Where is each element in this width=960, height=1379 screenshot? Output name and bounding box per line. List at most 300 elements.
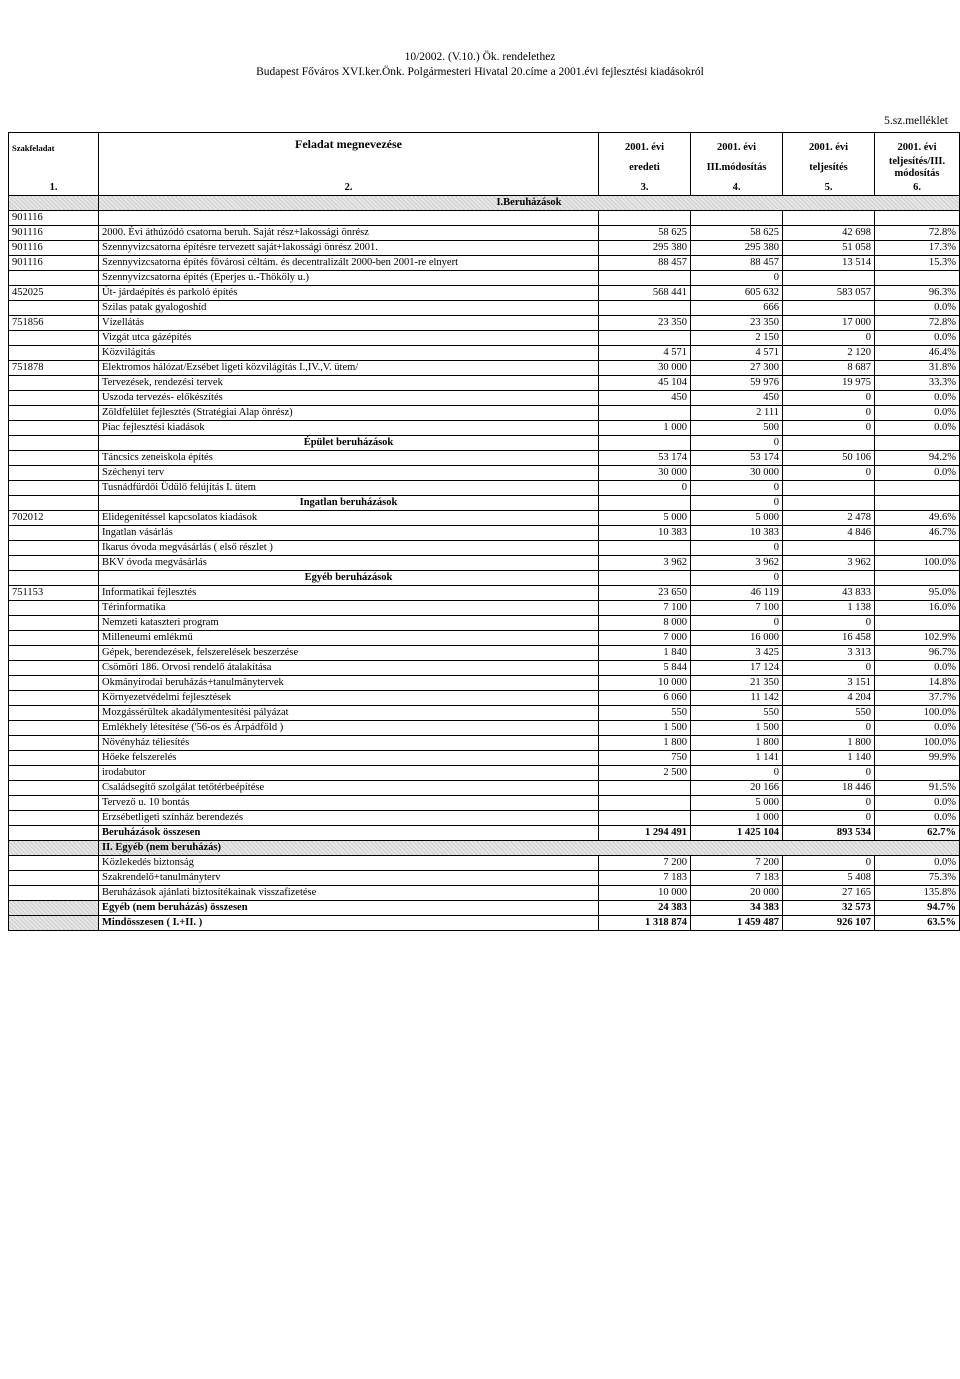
header-feladat: Feladat megnevezése (99, 133, 599, 156)
row-name: Táncsics zeneiskola építés (99, 451, 599, 466)
header-telj-mod (875, 155, 960, 181)
header-num-5: 5. (783, 181, 875, 196)
value-percent (875, 211, 960, 226)
table-row (9, 466, 960, 481)
value-modositas: 10 383 (691, 526, 783, 541)
value-teljesites: 1 800 (783, 736, 875, 751)
header-row-columns (9, 155, 960, 181)
row-name: Elidegenítéssel kapcsolatos kiadások (99, 511, 599, 526)
value-eredeti: 45 104 (599, 376, 691, 391)
value-eredeti: 4 571 (599, 346, 691, 361)
row-code: 901116 (9, 241, 99, 256)
row-code (9, 736, 99, 751)
value-eredeti (599, 781, 691, 796)
table-row (9, 886, 960, 901)
header-szakfeladat: Szakfeladat (9, 133, 99, 156)
value-teljesites: 583 057 (783, 286, 875, 301)
table-row (9, 856, 960, 871)
value-teljesites: 0 (783, 616, 875, 631)
row-code (9, 706, 99, 721)
value-modositas: 7 100 (691, 601, 783, 616)
value-percent: 100.0% (875, 736, 960, 751)
value-eredeti: 23 650 (599, 586, 691, 601)
value-teljesites: 0 (783, 721, 875, 736)
row-name: Növényház téliesítés (99, 736, 599, 751)
document-title-line1: 10/2002. (V.10.) Ök. rendelethez (404, 51, 556, 63)
row-name: 2000. Évi áthúzódó csatorna beruh. Saját rész+lakossági önrész (99, 226, 599, 241)
row-name: Hőeke felszerelés (99, 751, 599, 766)
table-row (9, 226, 960, 241)
value-percent: 0.0% (875, 811, 960, 826)
value-teljesites (783, 436, 875, 451)
row-code: 901116 (9, 211, 99, 226)
value-modositas: 3 962 (691, 556, 783, 571)
document-title-line2: Budapest Főváros XVI.ker.Önk. Polgármesteri Hivatal 20.címe a 2001.évi fejlesztési kiadásokról (256, 66, 704, 78)
row-code (9, 601, 99, 616)
value-teljesites: 18 446 (783, 781, 875, 796)
table-row (9, 766, 960, 781)
row-code (9, 196, 99, 211)
value-modositas: 1 000 (691, 811, 783, 826)
value-percent: 17.3% (875, 241, 960, 256)
table-row (9, 541, 960, 556)
row-code (9, 841, 99, 856)
value-eredeti: 58 625 (599, 226, 691, 241)
row-code: 452025 (9, 286, 99, 301)
row-name: Egyéb (nem beruházás) összesen (99, 901, 599, 916)
row-code (9, 466, 99, 481)
value-percent (875, 436, 960, 451)
row-code: 901116 (9, 226, 99, 241)
value-percent: 46.4% (875, 346, 960, 361)
value-percent: 95.0% (875, 586, 960, 601)
row-name: Vízellátás (99, 316, 599, 331)
value-eredeti: 1 840 (599, 646, 691, 661)
value-teljesites: 0 (783, 796, 875, 811)
header-eredeti: eredeti (599, 155, 691, 181)
value-modositas: 58 625 (691, 226, 783, 241)
value-modositas: 34 383 (691, 901, 783, 916)
value-teljesites: 27 165 (783, 886, 875, 901)
value-teljesites: 0 (783, 331, 875, 346)
row-name: Térinformatika (99, 601, 599, 616)
row-code (9, 646, 99, 661)
value-teljesites: 550 (783, 706, 875, 721)
value-teljesites: 4 846 (783, 526, 875, 541)
value-teljesites (783, 571, 875, 586)
value-eredeti (599, 271, 691, 286)
row-code (9, 571, 99, 586)
total-row (9, 826, 960, 841)
row-name: Környezetvédelmi fejlesztések (99, 691, 599, 706)
value-percent: 94.2% (875, 451, 960, 466)
row-name: Ikarus óvoda megvásárlás ( első részlet ) (99, 541, 599, 556)
value-percent: 62.7% (875, 826, 960, 841)
value-eredeti: 1 294 491 (599, 826, 691, 841)
value-modositas: 1 425 104 (691, 826, 783, 841)
section-header-row (9, 841, 960, 856)
value-modositas: 17 124 (691, 661, 783, 676)
row-name: Út- járdaépítés és parkoló építés (99, 286, 599, 301)
value-modositas: 550 (691, 706, 783, 721)
value-eredeti (599, 811, 691, 826)
value-modositas: 0 (691, 481, 783, 496)
value-teljesites: 0 (783, 406, 875, 421)
row-code (9, 526, 99, 541)
row-code (9, 856, 99, 871)
value-modositas: 0 (691, 541, 783, 556)
value-modositas: 0 (691, 436, 783, 451)
table-row (9, 631, 960, 646)
annex-label: 5.sz.melléklet (884, 115, 948, 127)
row-name: Közlekedés biztonság (99, 856, 599, 871)
table-row (9, 211, 960, 226)
row-code (9, 481, 99, 496)
value-percent (875, 496, 960, 511)
header-year-3: 2001. évi (783, 133, 875, 156)
value-percent: 49.6% (875, 511, 960, 526)
value-eredeti: 6 060 (599, 691, 691, 706)
row-name: Informatikai fejlesztés (99, 586, 599, 601)
table-row (9, 871, 960, 886)
header-year-2: 2001. évi (691, 133, 783, 156)
header-num-4: 4. (691, 181, 783, 196)
table-row (9, 331, 960, 346)
row-code: 751153 (9, 586, 99, 601)
value-modositas: 500 (691, 421, 783, 436)
table-row (9, 811, 960, 826)
value-percent (875, 571, 960, 586)
table-row (9, 751, 960, 766)
value-eredeti: 10 383 (599, 526, 691, 541)
table-row (9, 241, 960, 256)
table-row (9, 661, 960, 676)
value-percent: 96.7% (875, 646, 960, 661)
table-row (9, 676, 960, 691)
row-code (9, 496, 99, 511)
value-modositas: 16 000 (691, 631, 783, 646)
section-header-row (9, 196, 960, 211)
value-modositas: 53 174 (691, 451, 783, 466)
value-eredeti: 8 000 (599, 616, 691, 631)
header-num-3: 3. (599, 181, 691, 196)
row-name: BKV óvoda megvásárlás (99, 556, 599, 571)
value-eredeti: 23 350 (599, 316, 691, 331)
row-name: Zöldfelület fejlesztés (Stratégiai Alap önrész) (99, 406, 599, 421)
row-code: 751856 (9, 316, 99, 331)
value-teljesites: 1 138 (783, 601, 875, 616)
header-year-4: 2001. évi (875, 133, 960, 156)
value-percent: 72.8% (875, 316, 960, 331)
value-modositas (691, 211, 783, 226)
value-eredeti: 7 200 (599, 856, 691, 871)
value-percent: 102.9% (875, 631, 960, 646)
value-teljesites (783, 496, 875, 511)
table-row (9, 646, 960, 661)
value-teljesites: 16 458 (783, 631, 875, 646)
value-percent (875, 616, 960, 631)
value-eredeti: 10 000 (599, 886, 691, 901)
row-code (9, 691, 99, 706)
row-name: Emlékhely létesítése ('56-os és Árpádföld ) (99, 721, 599, 736)
row-name: Csömöri 186. Orvosi rendelő átalakítása (99, 661, 599, 676)
row-name: Ingatlan vásárlás (99, 526, 599, 541)
value-eredeti: 10 000 (599, 676, 691, 691)
value-modositas: 450 (691, 391, 783, 406)
value-teljesites: 0 (783, 466, 875, 481)
value-eredeti: 550 (599, 706, 691, 721)
row-name: Szennyvizcsatorna építés (Eperjes u.-Thököly u.) (99, 271, 599, 286)
table-row (9, 736, 960, 751)
value-teljesites: 43 833 (783, 586, 875, 601)
row-name: Szennyvizcsatorna építés fővárosi céltám. és decentralizált 2000-ben 2001-re elnyert (99, 256, 599, 271)
value-eredeti: 5 000 (599, 511, 691, 526)
table-row (9, 391, 960, 406)
row-code (9, 451, 99, 466)
row-name: Gépek, berendezések, felszerelések beszerzése (99, 646, 599, 661)
table-row (9, 526, 960, 541)
value-modositas: 59 976 (691, 376, 783, 391)
value-modositas: 27 300 (691, 361, 783, 376)
value-modositas: 2 150 (691, 331, 783, 346)
value-modositas: 7 183 (691, 871, 783, 886)
row-code (9, 871, 99, 886)
subsection-header-row (9, 571, 960, 586)
value-teljesites: 50 106 (783, 451, 875, 466)
value-teljesites: 8 687 (783, 361, 875, 376)
row-code (9, 661, 99, 676)
total-row (9, 916, 960, 931)
value-modositas: 666 (691, 301, 783, 316)
value-eredeti (599, 301, 691, 316)
row-code (9, 811, 99, 826)
value-teljesites: 0 (783, 811, 875, 826)
subsection-header-row (9, 436, 960, 451)
table-row (9, 721, 960, 736)
value-eredeti: 295 380 (599, 241, 691, 256)
value-modositas: 0 (691, 496, 783, 511)
value-modositas: 11 142 (691, 691, 783, 706)
row-code: 702012 (9, 511, 99, 526)
value-eredeti: 30 000 (599, 466, 691, 481)
row-name: Okmányirodai beruházás+tanulmánytervek (99, 676, 599, 691)
value-eredeti: 1 318 874 (599, 916, 691, 931)
value-eredeti: 750 (599, 751, 691, 766)
value-teljesites (783, 271, 875, 286)
value-teljesites: 13 514 (783, 256, 875, 271)
value-percent: 31.8% (875, 361, 960, 376)
row-code: 751878 (9, 361, 99, 376)
value-percent: 63.5% (875, 916, 960, 931)
row-code (9, 271, 99, 286)
value-percent (875, 766, 960, 781)
value-percent: 0.0% (875, 721, 960, 736)
table-row (9, 481, 960, 496)
value-percent: 0.0% (875, 406, 960, 421)
value-percent: 15.3% (875, 256, 960, 271)
value-modositas: 2 111 (691, 406, 783, 421)
row-code (9, 901, 99, 916)
value-teljesites: 4 204 (783, 691, 875, 706)
subsection-title: Egyéb beruházások (99, 571, 599, 586)
value-modositas: 5 000 (691, 796, 783, 811)
header-modositas: III.módosítás (691, 155, 783, 181)
row-code (9, 406, 99, 421)
value-percent: 0.0% (875, 301, 960, 316)
row-name: Erzsébetligeti színház berendezés (99, 811, 599, 826)
row-code (9, 541, 99, 556)
row-name: Piac fejlesztési kiadások (99, 421, 599, 436)
value-modositas: 605 632 (691, 286, 783, 301)
row-code (9, 916, 99, 931)
row-name: Családsegítő szolgálat tetőtérbeépítése (99, 781, 599, 796)
row-name: Tervezések, rendezési tervek (99, 376, 599, 391)
value-eredeti: 0 (599, 481, 691, 496)
value-percent: 0.0% (875, 796, 960, 811)
value-eredeti (599, 331, 691, 346)
value-teljesites: 926 107 (783, 916, 875, 931)
value-teljesites: 0 (783, 391, 875, 406)
value-percent: 33.3% (875, 376, 960, 391)
row-name: Vizgát utca gázépítés (99, 331, 599, 346)
value-modositas: 0 (691, 271, 783, 286)
subsection-title: Ingatlan beruházások (99, 496, 599, 511)
value-modositas: 1 141 (691, 751, 783, 766)
row-code (9, 436, 99, 451)
row-name: Szakrendelő+tanulmányterv (99, 871, 599, 886)
table-row (9, 451, 960, 466)
row-code (9, 616, 99, 631)
row-code (9, 346, 99, 361)
value-modositas: 23 350 (691, 316, 783, 331)
table-row (9, 706, 960, 721)
value-eredeti (599, 436, 691, 451)
row-name: Szennyvizcsatorna építésre tervezett saját+lakossági önrész 2001. (99, 241, 599, 256)
value-eredeti: 450 (599, 391, 691, 406)
value-teljesites: 3 151 (783, 676, 875, 691)
row-code (9, 781, 99, 796)
row-name: Nemzeti kataszteri program (99, 616, 599, 631)
value-eredeti: 7 100 (599, 601, 691, 616)
value-percent: 46.7% (875, 526, 960, 541)
value-teljesites: 19 975 (783, 376, 875, 391)
row-name: Széchenyi terv (99, 466, 599, 481)
subsection-title: Épület beruházások (99, 436, 599, 451)
row-name: Milleneumi emlékmű (99, 631, 599, 646)
table-row (9, 586, 960, 601)
header-row-numbers (9, 181, 960, 196)
row-code (9, 766, 99, 781)
row-code (9, 676, 99, 691)
row-name: Tervező u. 10 bontás (99, 796, 599, 811)
table-row (9, 601, 960, 616)
total-row (9, 901, 960, 916)
value-percent: 75.3% (875, 871, 960, 886)
value-percent: 0.0% (875, 421, 960, 436)
value-modositas: 5 000 (691, 511, 783, 526)
value-teljesites: 1 140 (783, 751, 875, 766)
value-percent: 14.8% (875, 676, 960, 691)
value-teljesites: 2 478 (783, 511, 875, 526)
row-name: Beruházások ajánlati biztosítékainak visszafizetése (99, 886, 599, 901)
header-year-1: 2001. évi (599, 133, 691, 156)
row-name: Tusnádfürdői Üdülő felújítás I. ütem (99, 481, 599, 496)
row-name: Uszoda tervezés- előkészítés (99, 391, 599, 406)
value-eredeti: 30 000 (599, 361, 691, 376)
value-teljesites: 2 120 (783, 346, 875, 361)
row-name (99, 211, 599, 226)
table-row (9, 376, 960, 391)
value-teljesites (783, 211, 875, 226)
value-percent (875, 271, 960, 286)
header-row-years (9, 133, 960, 156)
row-code (9, 421, 99, 436)
table-row (9, 691, 960, 706)
subsection-header-row (9, 496, 960, 511)
header-num-1: 1. (9, 181, 99, 196)
table-row (9, 421, 960, 436)
table-row (9, 556, 960, 571)
table-row (9, 286, 960, 301)
value-eredeti: 24 383 (599, 901, 691, 916)
value-teljesites: 3 962 (783, 556, 875, 571)
value-modositas: 4 571 (691, 346, 783, 361)
value-eredeti (599, 796, 691, 811)
value-percent: 0.0% (875, 331, 960, 346)
table-row (9, 256, 960, 271)
row-code (9, 631, 99, 646)
header-telj-mod-line2: módosítás (894, 168, 940, 179)
value-teljesites: 893 534 (783, 826, 875, 841)
value-percent: 100.0% (875, 706, 960, 721)
value-eredeti (599, 496, 691, 511)
value-eredeti: 568 441 (599, 286, 691, 301)
value-eredeti: 1 000 (599, 421, 691, 436)
value-modositas: 7 200 (691, 856, 783, 871)
value-modositas: 46 119 (691, 586, 783, 601)
row-name: Mozgássérültek akadálymentesítési pályázat (99, 706, 599, 721)
row-name: Szilas patak gyalogoshíd (99, 301, 599, 316)
value-teljesites: 17 000 (783, 316, 875, 331)
value-eredeti (599, 571, 691, 586)
table-row (9, 511, 960, 526)
row-code (9, 886, 99, 901)
value-teljesites: 0 (783, 661, 875, 676)
value-percent: 94.7% (875, 901, 960, 916)
table-row (9, 781, 960, 796)
row-name: Beruházások összesen (99, 826, 599, 841)
value-teljesites: 5 408 (783, 871, 875, 886)
section-title: I.Beruházások (99, 196, 960, 211)
value-percent: 0.0% (875, 661, 960, 676)
value-teljesites: 32 573 (783, 901, 875, 916)
header-num-2: 2. (99, 181, 599, 196)
row-name: irodabutor (99, 766, 599, 781)
value-teljesites: 51 058 (783, 241, 875, 256)
value-percent: 100.0% (875, 556, 960, 571)
value-modositas: 88 457 (691, 256, 783, 271)
value-percent (875, 481, 960, 496)
value-percent: 72.8% (875, 226, 960, 241)
table-row (9, 361, 960, 376)
value-modositas: 21 350 (691, 676, 783, 691)
value-modositas: 30 000 (691, 466, 783, 481)
table-row (9, 316, 960, 331)
value-eredeti (599, 211, 691, 226)
row-code (9, 826, 99, 841)
value-eredeti: 2 500 (599, 766, 691, 781)
section-title: II. Egyéb (nem beruházás) (99, 841, 960, 856)
